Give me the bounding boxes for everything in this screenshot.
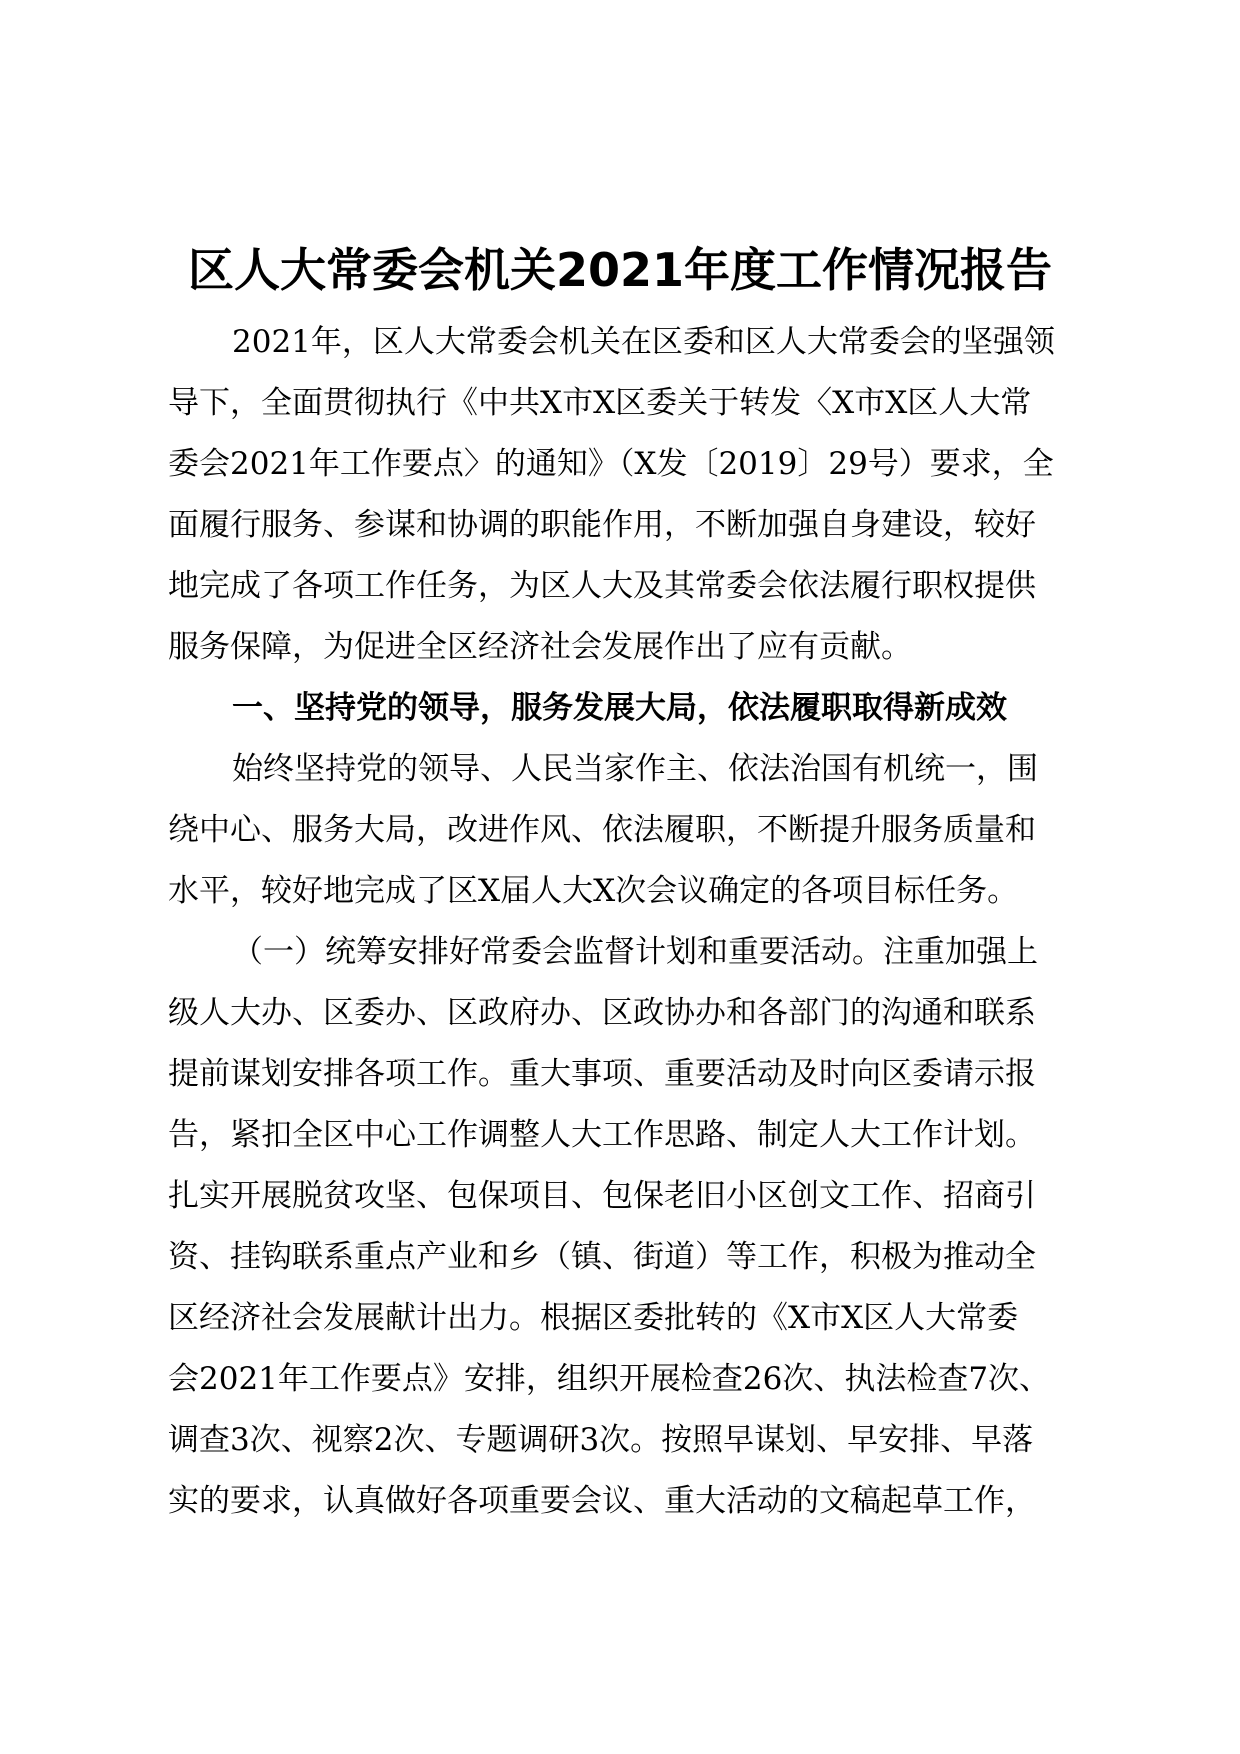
paragraph-line: 绕中心、服务大局，改进作风、依法履职，不断提升服务质量和	[168, 812, 1036, 848]
paragraph-line: 导下，全面贯彻执行《中共X市X区委关于转发〈X市X区人大常	[168, 385, 1032, 421]
paragraph-line: 会2021年工作要点》安排，组织开展检查26次、执法检查7次、	[168, 1361, 1051, 1397]
paragraph-line: 服务保障，为促进全区经济社会发展作出了应有贡献。	[168, 629, 912, 665]
paragraph-line: 委会2021年工作要点〉的通知》（X发〔2019〕29号）要求，全	[168, 446, 1054, 482]
paragraph-line: 扎实开展脱贫攻坚、包保项目、包保老旧小区创文工作、招商引	[168, 1178, 1036, 1214]
paragraph-line: 调查3次、视察2次、专题调研3次。按照早谋划、早安排、早落	[168, 1422, 1034, 1458]
paragraph-line: 始终坚持党的领导、人民当家作主、依法治国有机统一，围	[232, 751, 1038, 787]
paragraph-line: 区经济社会发展献计出力。根据区委批转的《X市X区人大常委	[168, 1300, 1019, 1336]
section-heading: 一、坚持党的领导，服务发展大局，依法履职取得新成效	[232, 690, 1007, 726]
document-body	[168, 312, 1120, 1532]
paragraph-line: 资、挂钩联系重点产业和乡（镇、街道）等工作，积极为推动全	[168, 1239, 1036, 1275]
paragraph-line: 2021年，区人大常委会机关在区委和区人大常委会的坚强领	[232, 324, 1055, 360]
paragraph-line: 级人大办、区委办、区政府办、区政协办和各部门的沟通和联系	[168, 995, 1036, 1031]
paragraph-line: 实的要求，认真做好各项重要会议、重大活动的文稿起草工作，	[168, 1483, 1036, 1519]
document-title: 区人大常委会机关2021年度工作情况报告	[187, 243, 1053, 297]
paragraph-line: 地完成了各项工作任务，为区人大及其常委会依法履行职权提供	[168, 568, 1036, 604]
paragraph-line: 水平，较好地完成了区X届人大X次会议确定的各项目标任务。	[168, 873, 1019, 909]
paragraph-line: （一）统筹安排好常委会监督计划和重要活动。注重加强上	[232, 934, 1038, 970]
paragraph-line: 面履行服务、参谋和协调的职能作用，不断加强自身建设，较好	[168, 507, 1036, 543]
paragraph-line: 告，紧扣全区中心工作调整人大工作思路、制定人大工作计划。	[168, 1117, 1036, 1153]
paragraph-line: 提前谋划安排各项工作。重大事项、重要活动及时向区委请示报	[168, 1056, 1036, 1092]
